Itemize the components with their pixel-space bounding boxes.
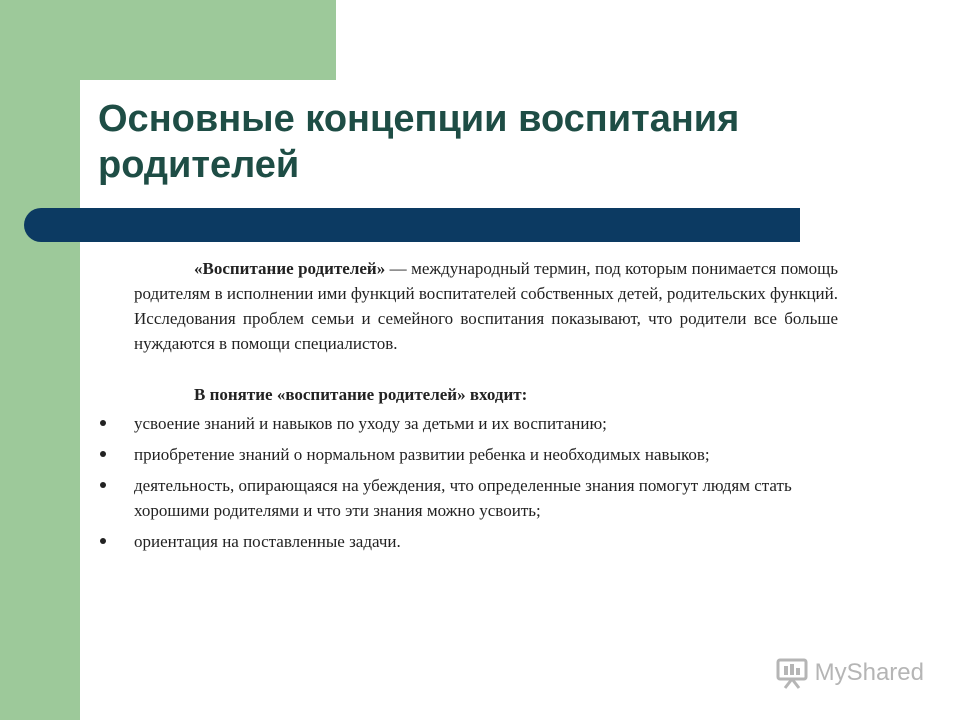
intro-term: «Воспитание родителей» [194,259,386,278]
bullet-icon [100,420,106,426]
list-item-text: усвоение знаний и навыков по уходу за детьми и их воспитанию; [134,414,607,433]
slide-content [98,256,838,560]
watermark [775,656,924,690]
list-item-text: деятельность, опирающаяся на убеждения, что определенные знания помогут людям стать хорошими родителями и что эти знания можно усвоить; [134,476,792,520]
list-lead: В понятие «воспитание родителей» входит: [194,385,528,404]
bullet-list [98,411,838,554]
decor-green-top [80,0,336,80]
list-item [98,473,838,523]
slide-title: Основные концепции воспитания родителей [98,98,740,186]
list-item [98,442,838,467]
list-item [98,411,838,436]
intro-paragraph [134,256,838,356]
bullet-icon [100,482,106,488]
intro-text: — международный термин, под которым понимается помощь родителям в исполнении ими функций воспитателей собственных детей, родительских функций. Исследования проблем семьи и семейного воспитания показывают, что родители все больше нуждаются в помощи специалистов. [134,259,838,353]
list-item-text: ориентация на поставленные задачи. [134,532,401,551]
title-underline-bar [24,208,800,242]
watermark-text: MyShared [814,659,924,686]
list-item-text: приобретение знаний о нормальном развитии ребенка и необходимых навыков; [134,445,710,464]
bullet-icon [100,538,106,544]
presentation-icon [775,656,809,690]
bullet-icon [100,451,106,457]
decor-green-left [0,0,80,720]
list-item [98,529,838,554]
